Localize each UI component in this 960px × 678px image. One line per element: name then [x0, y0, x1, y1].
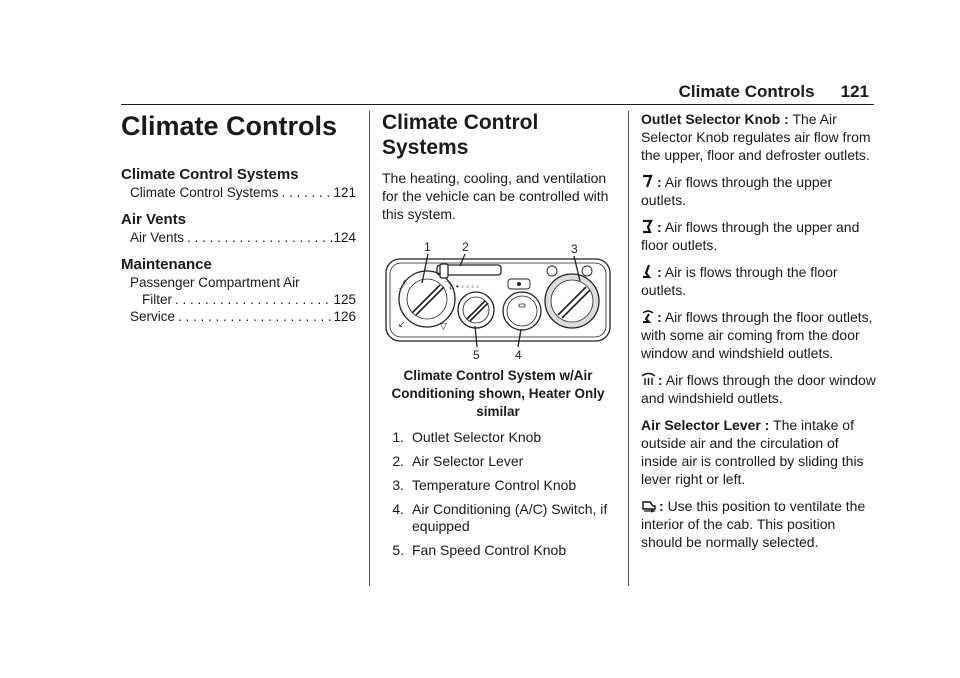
toc-entry-label-cont: Filter [142, 292, 172, 307]
mode-paragraph: : Air is flows through the floor outlets. [641, 264, 838, 298]
svg-text:▽: ▽ [440, 321, 447, 331]
list-item: 1. Outlet Selector Knob [392, 429, 542, 445]
list-item: 5. Fan Speed Control Knob [392, 542, 567, 558]
toc-entry[interactable] [130, 274, 356, 308]
column-divider-1 [369, 111, 370, 586]
page-header [679, 82, 869, 102]
toc-section-title: Maintenance [121, 256, 212, 273]
ac-switch[interactable] [503, 292, 541, 330]
svg-text:⤴: ⤴ [398, 280, 408, 290]
svg-text:⤵: ⤵ [444, 281, 454, 291]
vent-upper-icon [641, 174, 655, 189]
air-selector-lever[interactable] [440, 264, 448, 278]
toc-entry[interactable] [130, 229, 356, 246]
callout-1: 1 [424, 240, 431, 254]
callout-2: 2 [462, 240, 469, 254]
svg-text:↙: ↙ [398, 319, 406, 329]
air-selector-paragraph: Air Selector Lever : The intake of outside air and the circulation of inside air is controlled by sliding this lever right or left. [641, 417, 864, 487]
toc-entry-page: 126 [333, 309, 356, 324]
vent-bilevel-icon [641, 219, 655, 234]
mode-paragraph: : Air flows through the upper and floor outlets. [641, 219, 860, 253]
climate-control-figure [382, 231, 614, 361]
callout-3: 3 [571, 242, 578, 256]
toc-entry-page: 124 [333, 230, 356, 245]
toc-section [121, 165, 356, 201]
toc-entry-label: Air Vents [130, 230, 185, 245]
section-heading-line2: Systems [382, 136, 469, 159]
list-item: 4. Air Conditioning (A/C) Switch, if equipped [392, 501, 608, 534]
toc-section [121, 255, 356, 325]
toc-section [121, 210, 356, 246]
page-number: 121 [840, 82, 869, 101]
main-column [382, 110, 614, 566]
mode-paragraph: : Air flows through the floor outlets, with some air coming from the door window and windshield outlets. [641, 309, 873, 361]
header-title: Climate Controls [678, 82, 815, 101]
outside-air-icon [641, 498, 657, 513]
toc-entry[interactable] [130, 308, 356, 325]
vent-floor-icon [641, 264, 655, 279]
list-item: 2. Air Selector Lever [392, 453, 524, 469]
chapter-toc [121, 110, 356, 334]
toc-entry-label: Passenger Compartment Air [130, 275, 300, 290]
figure-caption: Climate Control System w/Air Conditioning shown, Heater Only similar [391, 368, 605, 419]
toc-entry-label: Climate Control Systems [130, 185, 279, 200]
toc-entry-label: Service [130, 309, 176, 324]
list-item: 3. Temperature Control Knob [392, 477, 577, 493]
mode-paragraph: : Air flows through the upper outlets. [641, 174, 833, 208]
toc-entry-page: 125 [333, 292, 356, 307]
section-heading-line1: Climate Control [382, 111, 539, 134]
description-column [641, 110, 877, 560]
outlet-selector-term: Outlet Selector Knob : [641, 111, 789, 127]
callout-4: 4 [515, 348, 522, 361]
callout-5: 5 [473, 348, 480, 361]
outside-air-paragraph: : Use this position to ventilate the interior of the cab. This position should be normally selected. [641, 498, 866, 550]
svg-text:• ◦ ◦ ◦ ◦: • ◦ ◦ ◦ ◦ [456, 282, 480, 291]
toc-entry-page: 121 [333, 185, 356, 200]
column-divider-2 [628, 111, 629, 586]
intro-paragraph: The heating, cooling, and ventilation for the vehicle can be controlled with this system. [382, 170, 609, 222]
header-rule [121, 104, 874, 105]
chapter-title: Climate Controls [121, 111, 338, 141]
section-heading [382, 110, 614, 160]
air-selector-term: Air Selector Lever : [641, 417, 770, 433]
toc-entry[interactable] [130, 184, 356, 201]
mode-paragraph: : Air flows through the door window and windshield outlets. [641, 372, 876, 406]
toc-section-title: Air Vents [121, 211, 187, 228]
toc-section-title: Climate Control Systems [121, 166, 299, 183]
defrost-icon [641, 372, 656, 387]
component-list [382, 429, 614, 559]
outlet-selector-paragraph: Outlet Selector Knob : The Air Selector Knob regulates air flow from the upper, floor and defroster outlets. [641, 111, 871, 163]
vent-floor-defrost-icon [641, 309, 655, 324]
